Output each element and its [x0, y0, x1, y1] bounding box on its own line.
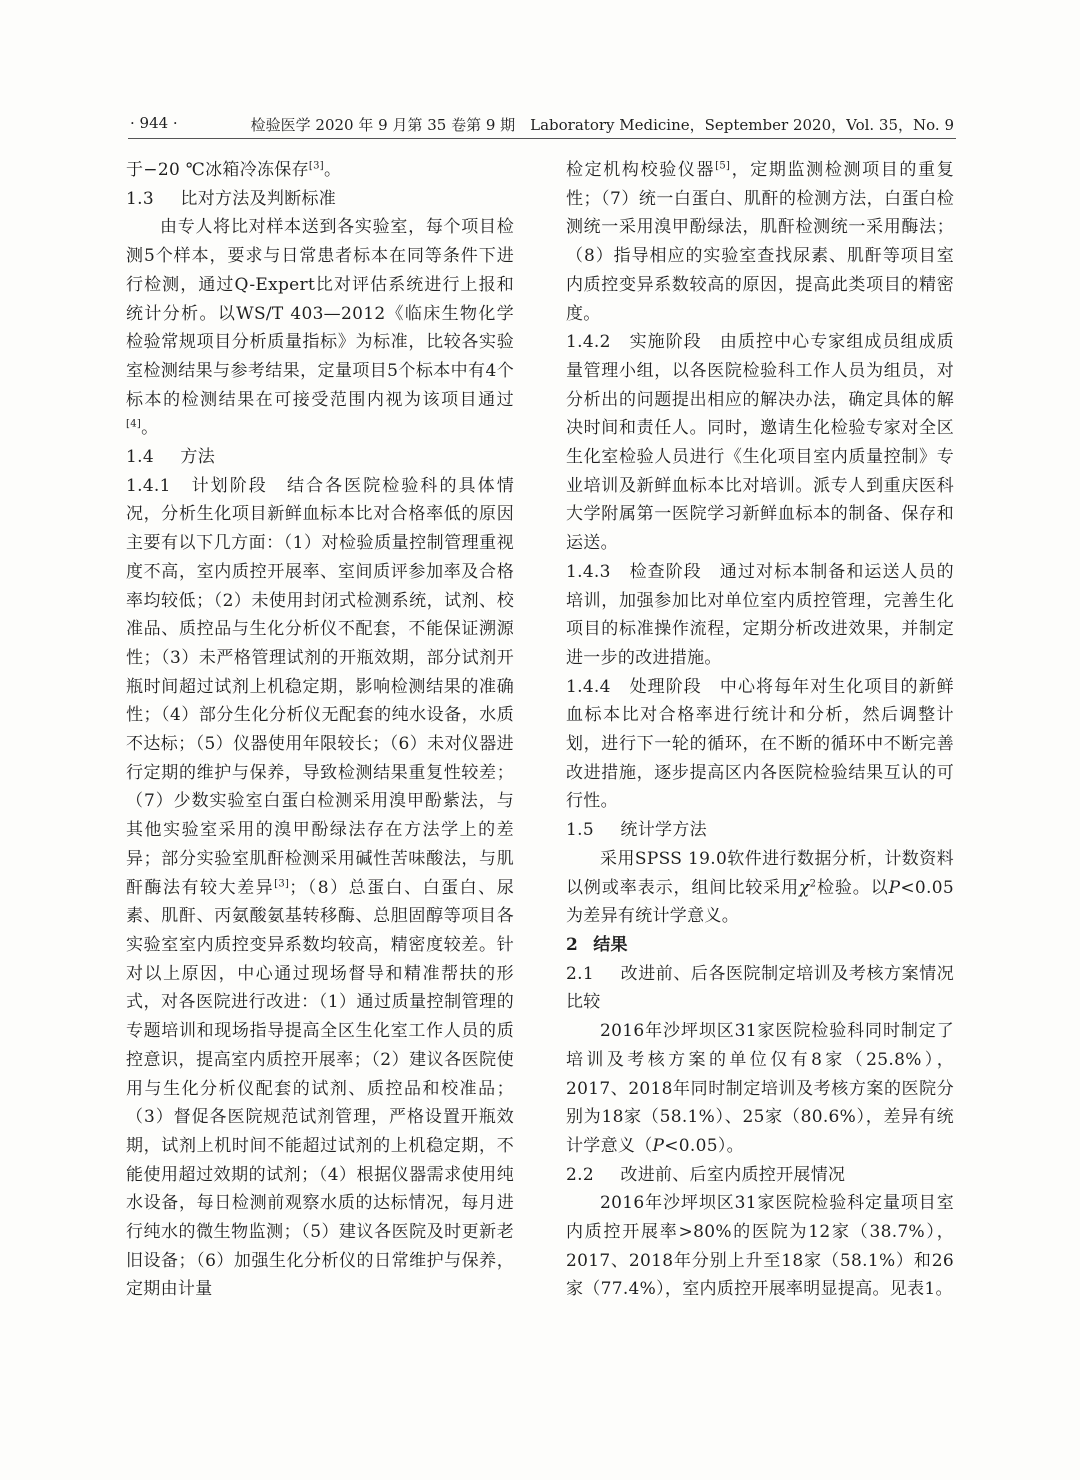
paragraph-1-4-1: 1.4.1 计划阶段 结合各医院检验科的具体情况，分析生化项目新鲜血标本比对合格率低的原因主要有以下几方面：（1）对检验质量控制管理重视度不高，室内质控开展率、室间质评参加率及合格率均较低；（2）未使用封闭式检测系统，试剂、校准品、质控品与生化分析仪不配套，不能保证溯源性；（3）未严格管理试剂的开瓶效期，部分试剂开瓶时间超过试剂上机稳定期，影响检测结果的准确性；（4）部分生化分析仪无配套的纯水设备，水质不达标；（5）仪器使用年限较长；（6）未对仪器进行定期的维护与保养，导致检测结果重复性较差；（7）少数实验室白蛋白检测采用溴甲酚紫法，与其他实验室采用的溴甲酚绿法存在方法学上的差异；部分实验室肌酐检测采用碱性苦味酸法，与肌酐酶法有较大差异[3]；（8）总蛋白、白蛋白、尿素、肌酐、丙氨酸氨基转移酶、总胆固醇等项目各实验室室内质控变异系数均较高，精密度较差。针对以上原因，中心通过现场督导和精准帮扶的形式，对各医院进行改进：（1）通过质量控制管理的专题培训和现场指导提高全区生化室工作人员的质控意识，提高室内质控开展率；（2）建议各医院使用与生化分析仪配套的试剂、质控品和校准品；（3）督促各医院规范试剂管理，严格设置开瓶效期，试剂上机时间不能超过试剂的上机稳定期，不能使用超过效期的试剂；（4）根据仪器需求使用纯水设备，每日检测前观察水质的达标情况，每月进行纯水的微生物监测；（5）建议各医院及时更新老旧设备；（6）加强生化分析仪的日常维护与保养，定期由计量 [126, 475, 514, 1300]
paragraph: 由专人将比对样本送到各实验室，每个项目检测5个样本，要求与日常患者标本在同等条件下进行检测，通过Q-Expert比对评估系统进行上报和统计分析。以WS/T 403—2012《临床生物化学检验常规项目分析质量指标》为标准，比较各实验室检测结果与参考结果，定量项目5个标本中有4个标本的检测结果在可接受范围内视为该项目通过[4]。 [126, 217, 514, 439]
left-column [126, 156, 514, 1304]
citation: [3] [274, 877, 290, 889]
journal-header: 检验医学 2020 年 9 月第 35 卷第 9 期 Laboratory Medicine，September 2020，Vol. 35，No. 9 [250, 116, 954, 134]
citation: [3] [308, 160, 324, 172]
paragraph: 2016年沙坪坝区31家医院检验科同时制定了培训及考核方案的单位仅有8家（25.8%），2017、2018年同时制定培训及考核方案的医院分别为18家（58.1%）、25家（80.6%），差异有统计学意义（P<0.05）。 [566, 1021, 954, 1156]
paragraph: 检定机构校验仪器[5]，定期监测检测项目的重复性；（7）统一白蛋白、肌酐的检测方法，白蛋白检测统一采用溴甲酚绿法，肌酐检测统一采用酶法；（8）指导相应的实验室查找尿素、肌酐等项目室内质控变异系数较高的原因，提高此类项目的精密度。 [566, 160, 954, 324]
section-heading-1-5: 1.5 统计学方法 [566, 820, 707, 841]
section-heading-1-4: 1.4 方法 [126, 447, 215, 468]
right-column [566, 156, 954, 1304]
page-number: · 944 · [130, 114, 178, 132]
section-heading-2: 2 结果 [566, 934, 628, 955]
section-heading-2-2: 2.2 改进前、后室内质控开展情况 [566, 1164, 846, 1185]
citation: [5] [715, 160, 731, 172]
paragraph: 采用SPSS 19.0软件进行数据分析，计数资料以例或率表示，组间比较采用$\chi^2$检验。以P<0.05为差异有统计学意义。 [566, 848, 954, 927]
paragraph: 2016年沙坪坝区31家医院检验科定量项目室内质控开展率>80%的医院为12家（38.7%），2017、2018年分别上升至18家（58.1%）和26家（77.4%），室内质控开展率明显提高。见表1。 [566, 1193, 954, 1300]
running-header [0, 0, 1080, 140]
paragraph: 于−20 ℃冰箱冷冻保存[3]。 [126, 160, 342, 180]
paragraph-1-4-4: 1.4.4 处理阶段 中心将每年对生化项目的新鲜血标本比对合格率进行统计和分析，然后调整计划，进行下一轮的循环，在不断的循环中不断完善改进措施，逐步提高区内各医院检验结果互认的可行性。 [566, 676, 954, 812]
header-rule [128, 138, 956, 139]
paragraph-1-4-3: 1.4.3 检查阶段 通过对标本制备和运送人员的培训，加强参加比对单位室内质控管理，完善生化项目的标准操作流程，定期分析改进效果，并制定进一步的改进措施。 [566, 561, 954, 668]
citation: [4] [126, 418, 142, 430]
paragraph-1-4-2: 1.4.2 实施阶段 由质控中心专家组成员组成质量管理小组，以各医院检验科工作人员为组员，对分析出的问题提出相应的解决办法，确定具体的解决时间和责任人。同时，邀请生化检验专家对全区生化室检验人员进行《生化项目室内质量控制》专业培训及新鲜血标本比对培训。派专人到重庆医科大学附属第一医院学习新鲜血标本的制备、保存和运送。 [566, 332, 954, 554]
section-heading-1-3: 1.3 比对方法及判断标准 [126, 188, 337, 209]
section-heading-2-1: 2.1 改进前、后各医院制定培训及考核方案情况比较 [566, 963, 954, 1013]
